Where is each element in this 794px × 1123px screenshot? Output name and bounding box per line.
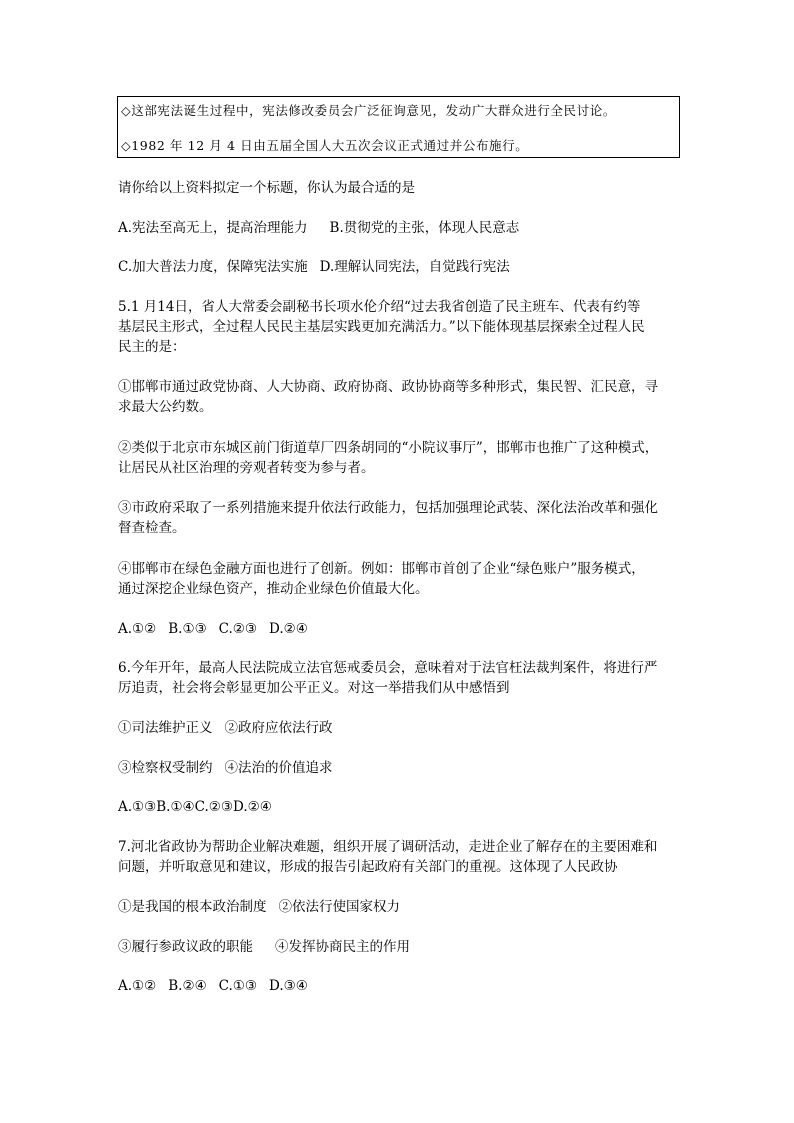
q5-item-1-line-1: ①邯郸市通过政党协商、人大协商、政府协商、政协协商等多种形式，集民智、汇民意，寻 <box>118 379 658 395</box>
q5-item-3 <box>118 498 683 538</box>
q5-item-2-line-2: 让居民从社区治理的旁观者转变为参与者。 <box>118 460 375 476</box>
q7-stem <box>118 837 683 877</box>
q5-item-4-line-1: ④邯郸市在绿色金融方面也进行了创新。例如：邯郸市首创了企业“绿色账户”服务模式， <box>118 561 645 577</box>
q6-item-2: ②政府应依法行政 <box>224 720 333 736</box>
q5-item-1 <box>118 377 683 417</box>
q7-options <box>118 976 308 996</box>
q5-item-2 <box>118 438 683 478</box>
q5-item-4 <box>118 559 683 599</box>
q6-stem-line-1: 6.今年开年，最高人民法院成立法官惩戒委员会，意味着对于法官枉法裁判案件，将进行严 <box>118 660 658 676</box>
q7-stem-line-2: 问题，并听取意见和建议，形成的报告引起政府有关部门的重视。这体现了人民政协 <box>118 859 618 875</box>
q6-item-3: ③检察权受制约 <box>118 760 213 776</box>
q4-option-d: D.理解认同宪法，自觉践行宪法 <box>319 259 510 275</box>
q5-stem-line-1: 5.1 月14日，省人大常委会副秘书长项水伦介绍“过去我省创造了民主班车、代表有约等 <box>118 299 641 315</box>
q7-item-3: ③履行参政议政的职能 <box>118 939 253 955</box>
q5-stem <box>118 297 683 357</box>
q4-stem: 请你给以上资料拟定一个标题，你认为最合适的是 <box>118 180 415 196</box>
q5-stem-line-2: 基层民主形式，全过程人民民主基层实践更加充满活力。”以下能体现基层探索全过程人民 <box>118 319 645 335</box>
q7-stem-line-1: 7.河北省政协为帮助企业解决难题，组织开展了调研活动，走进企业了解存在的主要困难和 <box>118 839 658 855</box>
q5-item-1-line-2: 求最大公约数。 <box>118 399 213 415</box>
q7-option-a: A.①② <box>118 978 157 994</box>
q5-item-3-line-1: ③市政府采取了一系列措施来提升依法行政能力，包括加强理论武装、深化法治改革和强化 <box>118 500 658 516</box>
q4-options-row-1 <box>118 218 519 238</box>
q5-options <box>118 619 308 639</box>
q6-items-row-2 <box>118 758 333 778</box>
q5-option-c: C.②③ <box>218 621 258 637</box>
material-line-1: ◇这部宪法诞生过程中，宪法修改委员会广泛征询意见，发动广大群众进行全民讨论。 <box>121 103 616 118</box>
q7-item-1: ①是我国的根本政治制度 <box>118 899 267 915</box>
q4-option-b: B.贯彻党的主张，体现人民意志 <box>329 220 520 236</box>
q7-option-d: D.③④ <box>269 978 308 994</box>
q5-option-a: A.①② <box>118 621 157 637</box>
q7-option-c: C.①③ <box>218 978 258 994</box>
q7-items-row-1 <box>118 897 400 917</box>
q6-item-1: ①司法维护正义 <box>118 720 213 736</box>
q5-stem-line-3: 民主的是： <box>118 339 186 355</box>
material-box <box>117 96 680 158</box>
q6-stem <box>118 658 683 698</box>
q4-option-c: C.加大普法力度，保障宪法实施 <box>118 259 308 275</box>
q6-item-4: ④法治的价值追求 <box>224 760 333 776</box>
q5-option-d: D.②④ <box>269 621 308 637</box>
q7-items-row-2 <box>118 937 410 957</box>
q5-option-b: B.①③ <box>168 621 207 637</box>
q4-options-row-2 <box>118 257 510 277</box>
q6-options: A.①③B.①④C.②③D.②④ <box>118 799 272 815</box>
q6-stem-line-2: 厉追责，社会将会彰显更加公平正义。对这一举措我们从中感悟到 <box>118 680 510 696</box>
q5-item-4-line-2: 通过深挖企业绿色资产，推动企业绿色价值最大化。 <box>118 581 429 597</box>
q4-option-a: A.宪法至高无上，提高治理能力 <box>118 220 308 236</box>
q7-option-b: B.②④ <box>168 978 207 994</box>
q7-item-4: ④发挥协商民主的作用 <box>275 939 410 955</box>
material-line-2: ◇1982 年 12 月 4 日由五届全国人大五次会议正式通过并公布施行。 <box>121 138 529 153</box>
q7-item-2: ②依法行使国家权力 <box>278 899 400 915</box>
q6-items-row-1 <box>118 718 333 738</box>
q5-item-2-line-1: ②类似于北京市东城区前门街道草厂四条胡同的“小院议事厅”，邯郸市也推广了这种模式， <box>118 440 659 456</box>
q5-item-3-line-2: 督查检查。 <box>118 520 186 536</box>
